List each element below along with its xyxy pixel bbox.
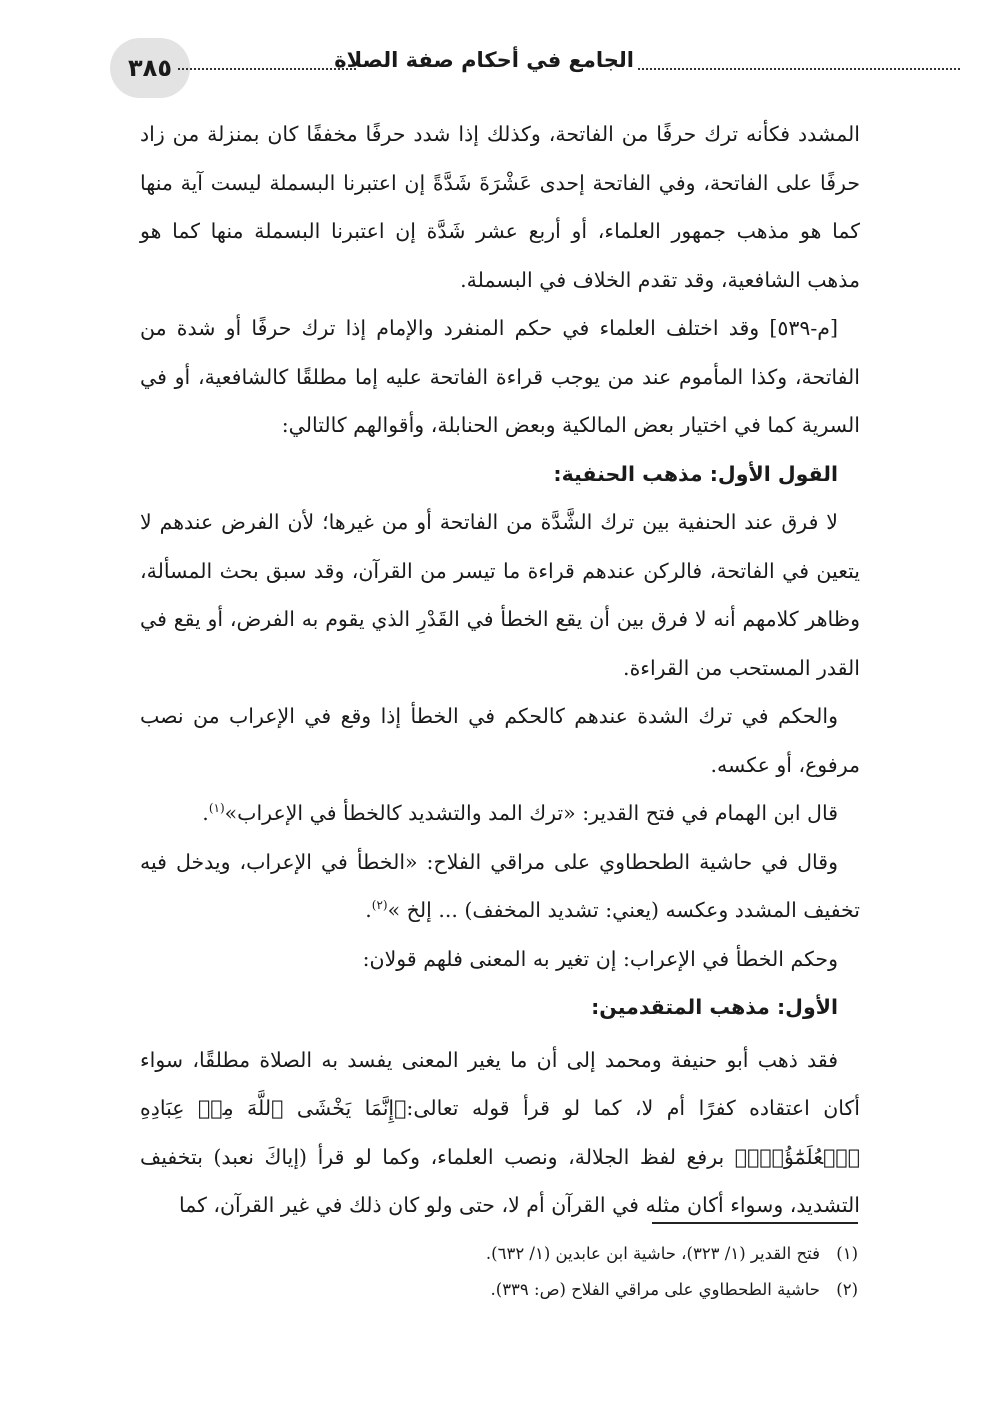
header-dotted-rule-right — [638, 68, 960, 70]
main-text — [140, 110, 860, 1230]
section-heading: القول الأول: مذهب الحنفية: — [553, 461, 838, 486]
paragraph-text: قال ابن الهمام في فتح القدير: «ترك المد والتشديد كالخطأ في الإعراب» — [224, 801, 838, 825]
paragraph-text: وقال في حاشية الطحطاوي على مراقي الفلاح: «الخطأ في الإعراب، ويدخل فيه تخفيف المشدد وعكسه (يعني: تشديد المخفف) ... إلخ » — [140, 849, 860, 922]
quran-verse: ﴿إِنَّمَا يَخْشَى ٱللَّهَ مِنۡ عِبَادِهِ ٱلۡعُلَمَٰٓؤُاْۗ﴾ — [140, 1096, 860, 1169]
paragraph: المشدد فكأنه ترك حرفًا من الفاتحة، وكذلك إذا شدد حرفًا مخففًا كان بمنزلة من زاد حرفًا على الفاتحة، وفي الفاتحة إحدى عَشْرَةَ شَدَّةً إن اعتبرنا البسملة ليست آية منها كما هو مذهب جمهور العلماء، أو أربع عشر شَدَّة إن اعتبرنا البسملة منها كما هو مذهب الشافعية، وقد تقدم الخلاف في البسملة. — [140, 122, 860, 292]
paragraph: لا فرق عند الحنفية بين ترك الشَّدَّة من الفاتحة أو من غيرها؛ لأن الفرض عندهم لا يتعين في الفاتحة، فالركن عندهم قراءة ما تيسر من القرآن، وقد سبق بحث المسألة، وظاهر كلامهم أنه لا فرق بين أن يقع الخطأ في القَدْرِ الذي يقوم به الفرض، أو يقع في القدر المستحب من القراءة. — [140, 510, 860, 680]
paragraph-with-ayah — [140, 1036, 860, 1230]
page-header — [110, 38, 862, 98]
footnote-number: (١) — [836, 1244, 858, 1263]
paragraph-with-footnote: وقال في حاشية الطحطاوي على مراقي الفلاح: «الخطأ في الإعراب، ويدخل فيه تخفيف المشدد وعكسه (يعني: تشديد المخفف) ... إلخ »$^{(٢)}$. — [140, 849, 860, 922]
footnote-text: فتح القدير (١/ ٣٢٣)، حاشية ابن عابدين (١/ ٦٣٢). — [485, 1244, 820, 1263]
page-number: ٣٨٥ — [110, 38, 190, 98]
footnote-ref[interactable]: (٢) — [371, 898, 388, 913]
paragraph: والحكم في ترك الشدة عندهم كالحكم في الخطأ إذا وقع في الإعراب من نصب مرفوع، أو عكسه. — [140, 704, 860, 777]
footnote-ref[interactable]: (١) — [208, 801, 225, 816]
section-heading: الأول: مذهب المتقدمين: — [591, 995, 838, 1019]
paragraph-with-footnote: قال ابن الهمام في فتح القدير: «ترك المد والتشديد كالخطأ في الإعراب»$^{(١)}$. — [202, 801, 838, 825]
footnote-number: (٢) — [836, 1280, 858, 1299]
paragraph-text: فقد ذهب أبو حنيفة ومحمد إلى أن ما يغير المعنى يفسد به الصلاة مطلقًا، سواء أكان اعتقاده كفرًا أم لا، كما لو قرأ قوله تعالى: — [140, 1047, 860, 1120]
running-title: الجامع في أحكام صفة الصلاة — [334, 48, 634, 72]
paragraph: وحكم الخطأ في الإعراب: إن تغير به المعنى فلهم قولان: — [362, 946, 838, 971]
paragraph: [م-٥٣٩] وقد اختلف العلماء في حكم المنفرد والإمام إذا ترك حرفًا أو شدة من الفاتحة، وكذا المأموم عند من يوجب قراءة الفاتحة عليه إما مطلقًا كالشافعية، أو في السرية كما في اختيار بعض المالكية وبعض الحنابلة، وأقوالهم كالتالي: — [140, 316, 860, 437]
footnote-divider — [652, 1222, 858, 1224]
paragraph-text: برفع لفظ الجلالة، ونصب العلماء، وكما لو قرأ (إياكَ نعبد) بتخفيف التشديد، وسواء أكان مثله في القرآن أم لا، حتى ولو كان ذلك في غير القرآن، كما — [140, 1144, 860, 1217]
footnotes — [140, 1236, 858, 1308]
header-dotted-rule-left — [178, 68, 356, 70]
footnote — [140, 1236, 858, 1272]
footnote — [140, 1272, 858, 1308]
footnote-text: حاشية الطحطاوي على مراقي الفلاح (ص: ٣٣٩). — [490, 1280, 820, 1299]
